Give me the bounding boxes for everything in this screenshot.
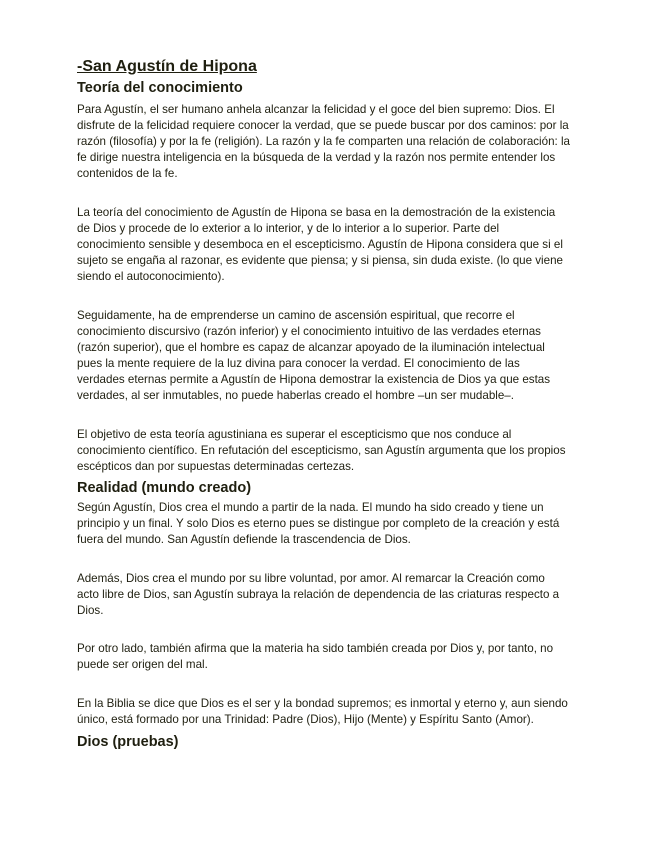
text-line: escépticos dan por supuestas determinadas certezas.	[77, 460, 355, 473]
paragraph	[77, 427, 566, 475]
text-line: disfrute de la felicidad requiere conocer la verdad, que se puede buscar por dos caminos: por la	[77, 119, 569, 132]
text-line: acto libre de Dios, san Agustín subraya la relación de dependencia de las criaturas respecto a	[77, 588, 560, 601]
text-line: único, está formado por una Trinidad: Padre (Dios), Hijo (Mente) y Espíritu Santo (Amor).	[77, 713, 534, 726]
paragraph	[77, 641, 553, 673]
text-line: siendo el autoconocimiento).	[77, 270, 225, 283]
text-line: Por otro lado, también afirma que la materia ha sido también creada por Dios y, por tanto, no	[77, 642, 554, 655]
paragraph	[77, 571, 559, 619]
document-title: -San Agustín de Hipona	[77, 58, 257, 75]
text-line: (razón superior), que el hombre es capaz de alcanzar apoyado de la iluminación intelectual	[77, 341, 545, 354]
text-line: En la Biblia se dice que Dios es el ser y la bondad supremos; es inmortal y eterno y, aun siendo	[77, 697, 568, 710]
text-line: Seguidamente, ha de emprenderse un camino de ascensión espiritual, que recorre el	[77, 309, 515, 322]
text-line: Para Agustín, el ser humano anhela alcanzar la felicidad y el goce del bien supremo: Dios. El	[77, 103, 555, 116]
paragraph	[77, 205, 563, 285]
text-line: conocimiento discursivo (razón inferior) y el conocimiento intuitivo de las verdades eternas	[77, 325, 541, 338]
text-line: verdades eternas permite a Agustín de Hipona demostrar la existencia de Dios ya que estas	[77, 373, 551, 386]
text-line: razón (filosofía) y por la fe (religión). La razón y la fe comparten una relación de colaboración: la	[77, 135, 570, 148]
text-line: contenidos de la fe.	[77, 167, 178, 180]
text-line: Dios.	[77, 604, 104, 617]
paragraph	[77, 500, 559, 548]
text-line: conocimiento científico. En refutación del escepticismo, san Agustín argumenta que los propios	[77, 444, 566, 457]
text-line: sujeto se engaña al razonar, es evidente que piensa; y si piensa, sin duda existe. (lo que viene	[77, 254, 563, 267]
heading-dios: Dios (pruebas)	[77, 734, 179, 750]
text-line: fe dirige nuestra inteligencia en la búsqueda de la verdad y la razón nos permite entender los	[77, 151, 556, 164]
paragraph	[77, 102, 570, 182]
text-line: de Dios y procede de lo exterior a lo interior, y de lo interior a lo superior. Parte del	[77, 222, 500, 235]
text-line: Además, Dios crea el mundo por su libre voluntad, por amor. Al remarcar la Creación como	[77, 572, 545, 585]
text-line: pues la mente requiere de la luz divina para conocer la verdad. El conocimiento de las	[77, 357, 520, 370]
text-line: fuera del mundo. San Agustín defiende la trascendencia de Dios.	[77, 533, 411, 546]
text-line: principio y un final. Y solo Dios es eterno pues se distingue por completo de la creación y está	[77, 517, 560, 530]
text-line: verdades, al ser inmutables, no puede haberlas creado el hombre –un ser mudable–.	[77, 389, 514, 402]
text-line: puede ser origen del mal.	[77, 658, 208, 671]
text-line: Según Agustín, Dios crea el mundo a partir de la nada. El mundo ha sido creado y tiene un	[77, 501, 544, 514]
text-line: La teoría del conocimiento de Agustín de Hipona se basa en la demostración de la existencia	[77, 206, 556, 219]
paragraph	[77, 696, 568, 728]
text-line: El objetivo de esta teoría agustiniana es superar el escepticismo que nos conduce al	[77, 428, 512, 441]
heading-realidad: Realidad (mundo creado)	[77, 480, 252, 496]
paragraph	[77, 308, 550, 404]
text-line: conocimiento sensible y desemboca en el escepticismo. Agustín de Hipona considera que si el	[77, 238, 563, 251]
heading-teoria: Teoría del conocimiento	[77, 80, 243, 96]
